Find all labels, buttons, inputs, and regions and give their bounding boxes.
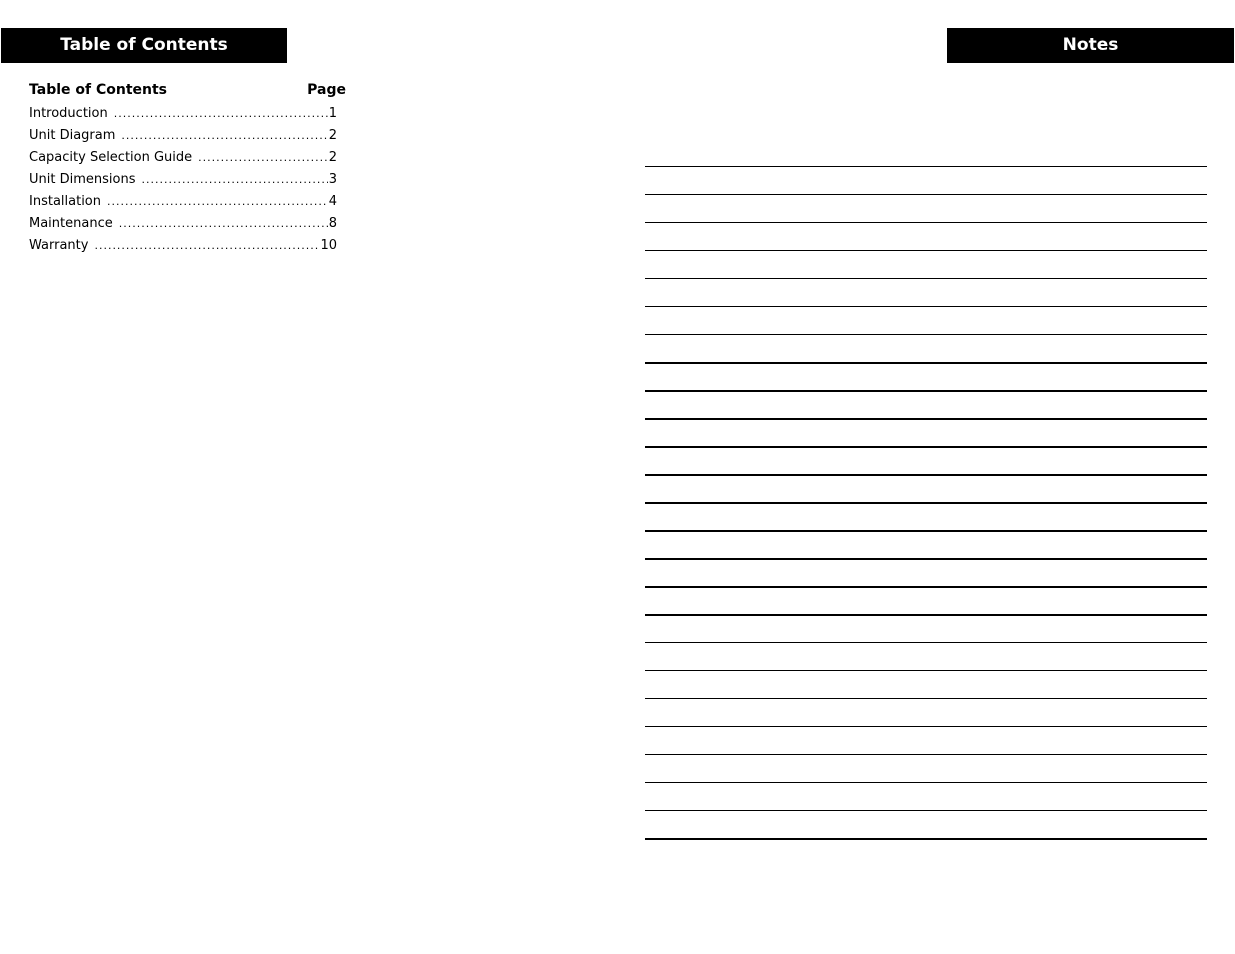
note-line: [645, 222, 1207, 250]
toc-entry-installation[interactable]: [29, 191, 337, 213]
note-line: [645, 530, 1207, 558]
note-line: [645, 726, 1207, 754]
dot-leader: [121, 125, 327, 147]
note-line: [645, 194, 1207, 222]
note-line: [645, 782, 1207, 810]
dot-leader: [107, 191, 328, 213]
dot-leader: [119, 213, 328, 235]
note-line: [645, 502, 1207, 530]
toc-entry-introduction[interactable]: [29, 103, 337, 125]
notes-ruled-lines: [645, 166, 1207, 866]
note-line: [645, 558, 1207, 586]
toc-entry-page: 3: [328, 172, 337, 187]
toc-entry-title: Introduction: [29, 106, 108, 121]
toc-entry-unit-dimensions[interactable]: [29, 169, 337, 191]
toc-entry-page: 2: [328, 150, 337, 165]
note-line: [645, 166, 1207, 194]
table-of-contents: [29, 79, 359, 257]
toc-entry-title: Installation: [29, 194, 102, 209]
notes-header-title: Notes: [1062, 35, 1119, 55]
note-line: [645, 698, 1207, 726]
note-line: [645, 754, 1207, 782]
toc-column-headings: [29, 79, 359, 101]
note-line: [645, 446, 1207, 474]
page-heading: Page: [307, 82, 346, 98]
note-line: [645, 474, 1207, 502]
toc-heading: Table of Contents: [29, 82, 168, 98]
toc-entry-title: Unit Diagram: [29, 128, 116, 143]
note-line: [645, 362, 1207, 390]
note-line: [645, 586, 1207, 614]
toc-entry-title: Unit Dimensions: [29, 172, 136, 187]
toc-entry-capacity-selection-guide[interactable]: [29, 147, 337, 169]
toc-entry-maintenance[interactable]: [29, 213, 337, 235]
toc-entry-page: 2: [328, 128, 337, 143]
notes-header-bar: [947, 28, 1234, 63]
note-line: [645, 838, 1207, 866]
note-line: [645, 390, 1207, 418]
note-line: [645, 306, 1207, 334]
dot-leader: [198, 147, 328, 169]
toc-entry-page: 1: [328, 106, 337, 121]
toc-entry-list: [29, 103, 359, 257]
dot-leader: [141, 169, 327, 191]
toc-header-title: Table of Contents: [60, 35, 228, 55]
dot-leader: [114, 103, 328, 125]
toc-entry-unit-diagram[interactable]: [29, 125, 337, 147]
note-line: [645, 670, 1207, 698]
toc-entry-page: 10: [320, 238, 337, 253]
note-line: [645, 250, 1207, 278]
note-line: [645, 418, 1207, 446]
toc-entry-warranty[interactable]: [29, 235, 337, 257]
toc-entry-title: Warranty: [29, 238, 89, 253]
note-line: [645, 614, 1207, 642]
note-line: [645, 334, 1207, 362]
toc-header-bar: [1, 28, 287, 63]
toc-entry-page: 4: [328, 194, 337, 209]
toc-entry-title: Capacity Selection Guide: [29, 150, 193, 165]
note-line: [645, 642, 1207, 670]
dot-leader: [94, 235, 319, 257]
toc-entry-title: Maintenance: [29, 216, 113, 231]
note-line: [645, 810, 1207, 838]
note-line: [645, 278, 1207, 306]
toc-entry-page: 8: [328, 216, 337, 231]
